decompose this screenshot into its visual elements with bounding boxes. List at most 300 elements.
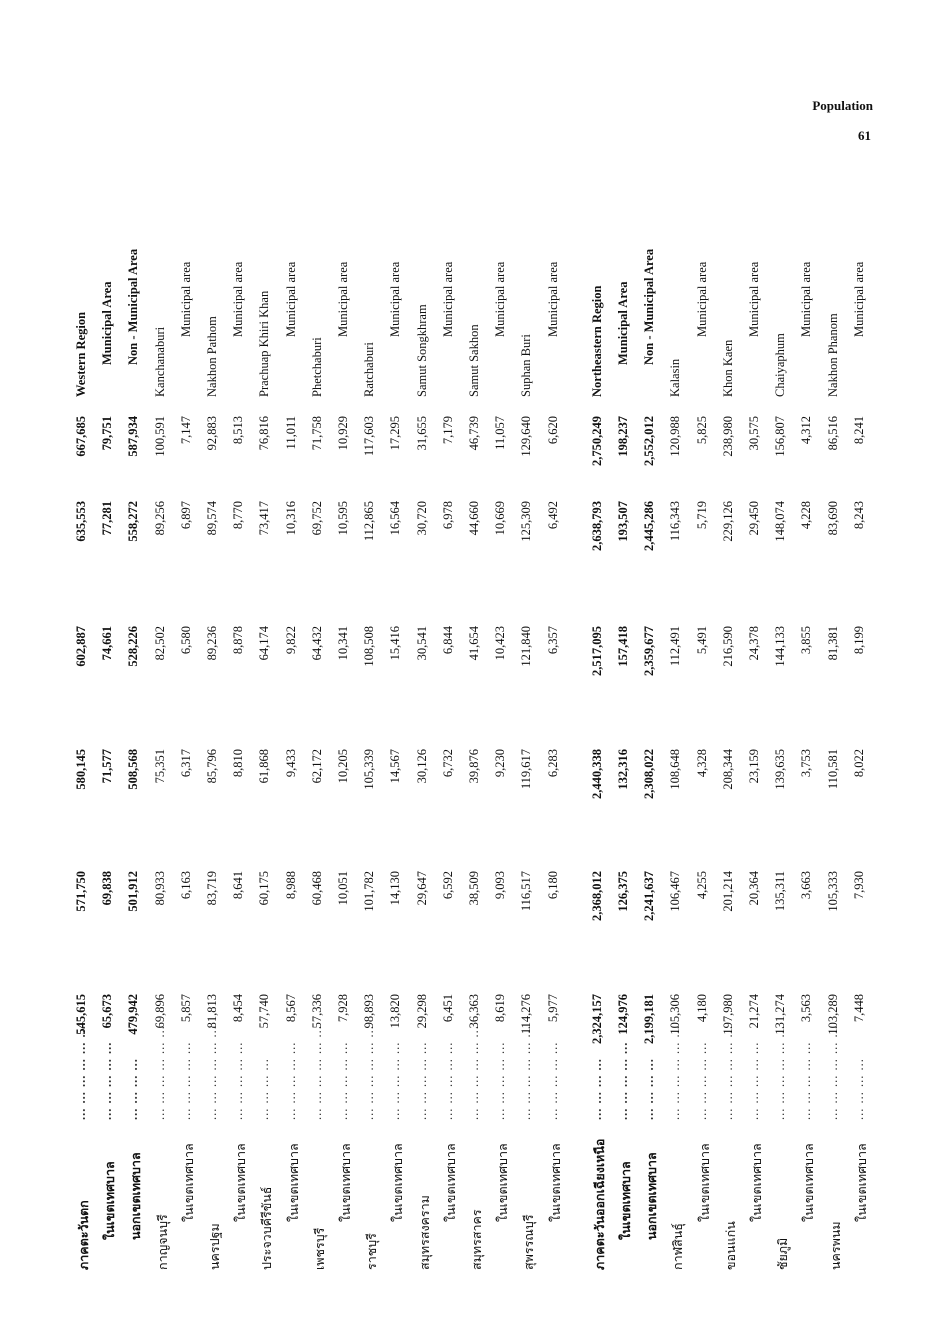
- value-cell: 89,256: [152, 501, 167, 536]
- value-cell: 216,590: [720, 626, 735, 667]
- value-cell: 7,930: [851, 871, 866, 900]
- leader-dots: ... ... ... ... ...: [100, 1041, 115, 1120]
- table-row: [519, 205, 537, 1270]
- value-cell: 7,179: [440, 416, 455, 445]
- value-cell: 14,130: [388, 871, 403, 906]
- value-cell: 92,883: [205, 416, 219, 451]
- value-cell: 198,237: [616, 416, 630, 457]
- value-cell: 14,567: [388, 749, 403, 784]
- thai-label: สมุทรสาคร: [470, 1209, 484, 1270]
- value-cell: 6,180: [545, 871, 560, 900]
- value-cell: 10,669: [493, 501, 508, 536]
- value-cell: 5,491: [694, 626, 709, 655]
- value-cell: 6,732: [440, 749, 455, 778]
- value-cell: 197,980: [720, 994, 735, 1035]
- value-cell: 10,205: [336, 749, 350, 784]
- value-cell: 100,591: [152, 416, 167, 457]
- value-cell: 2,324,157: [589, 994, 604, 1044]
- value-cell: 116,343: [668, 501, 683, 542]
- table-row: [74, 205, 92, 1270]
- value-cell: 6,357: [545, 626, 560, 655]
- value-cell: 501,912: [126, 871, 141, 912]
- value-cell: 108,508: [362, 626, 377, 667]
- value-cell: 31,655: [414, 416, 429, 451]
- english-label: Municipal area: [694, 261, 709, 337]
- value-cell: 6,492: [545, 501, 560, 530]
- english-label: Municipal area: [440, 261, 455, 337]
- value-cell: 57,336: [309, 994, 324, 1029]
- thai-label: ในเขตเทศบาล: [697, 1143, 712, 1222]
- value-cell: 20,364: [747, 871, 761, 906]
- value-cell: 6,317: [178, 749, 193, 778]
- value-cell: 6,163: [178, 871, 193, 900]
- value-cell: 580,145: [74, 749, 88, 790]
- value-cell: 3,753: [799, 749, 814, 778]
- table-row: [231, 205, 249, 1270]
- population-table: [60, 205, 872, 1270]
- table-row: [546, 205, 564, 1270]
- value-cell: 36,363: [467, 994, 481, 1029]
- value-cell: 13,820: [388, 994, 403, 1029]
- value-cell: 10,423: [493, 626, 508, 661]
- value-cell: 30,720: [414, 501, 429, 536]
- value-cell: 8,513: [231, 416, 246, 445]
- value-cell: 157,418: [616, 626, 630, 667]
- english-label: Municipal area: [231, 261, 246, 337]
- value-cell: 545,615: [74, 994, 88, 1035]
- table-row: [205, 205, 223, 1270]
- value-cell: 132,316: [616, 749, 630, 790]
- value-cell: 5,825: [694, 416, 709, 445]
- value-cell: 103,289: [825, 994, 840, 1035]
- table-row: [284, 205, 302, 1270]
- english-label: Municipal Area: [100, 281, 115, 365]
- value-cell: 64,174: [257, 626, 272, 661]
- english-label: Municipal area: [336, 261, 350, 337]
- leader-dots: ... ... ... ...: [642, 1058, 657, 1120]
- table-row: [721, 205, 739, 1270]
- leader-dots: ... ... ... ... ...: [336, 1041, 350, 1120]
- value-cell: 116,517: [519, 871, 534, 912]
- value-cell: 7,147: [178, 416, 193, 445]
- table-row: [642, 205, 660, 1270]
- table-row: [826, 205, 844, 1270]
- value-cell: 89,236: [205, 626, 219, 661]
- value-cell: 98,893: [362, 994, 377, 1029]
- value-cell: 41,654: [467, 626, 481, 661]
- value-cell: 64,432: [309, 626, 324, 661]
- value-cell: 6,978: [440, 501, 455, 530]
- value-cell: 129,640: [519, 416, 534, 457]
- value-cell: 587,934: [126, 416, 141, 457]
- value-cell: 75,351: [152, 749, 167, 784]
- value-cell: 2,638,793: [589, 501, 604, 551]
- value-cell: 8,243: [851, 501, 866, 530]
- value-cell: 9,093: [493, 871, 508, 900]
- english-label: Samut Songkhram: [414, 304, 429, 397]
- value-cell: 8,241: [851, 416, 866, 445]
- value-cell: 528,226: [126, 626, 141, 667]
- value-cell: 24,378: [747, 626, 761, 661]
- value-cell: 105,333: [825, 871, 840, 912]
- value-cell: 156,807: [773, 416, 788, 457]
- table-row: [126, 205, 144, 1270]
- value-cell: 112,865: [362, 501, 377, 542]
- page-number: 61: [858, 128, 871, 143]
- thai-label: ราชบุรี: [365, 1233, 380, 1270]
- thai-label: ในเขตเทศบาล: [548, 1143, 563, 1222]
- value-cell: 6,844: [440, 626, 455, 655]
- value-cell: 5,719: [694, 501, 709, 530]
- value-cell: 2,552,012: [642, 416, 657, 466]
- value-cell: 201,214: [720, 871, 735, 912]
- leader-dots: ... ... ... ... ...: [388, 1041, 403, 1120]
- leader-dots: ... ... ... ... ...: [747, 1041, 761, 1120]
- value-cell: 131,274: [773, 994, 788, 1035]
- english-label: Phetchaburi: [309, 337, 324, 397]
- value-cell: 17,295: [388, 416, 403, 451]
- table-row: [668, 205, 686, 1270]
- english-label: Nakhon Phanom: [825, 313, 840, 397]
- leader-dots: ... ... ... ... ...: [616, 1041, 630, 1120]
- english-label: Northeastern Region: [589, 285, 604, 397]
- value-cell: 62,172: [309, 749, 324, 784]
- value-cell: 4,255: [694, 871, 709, 900]
- table-row: [153, 205, 171, 1270]
- value-cell: 29,298: [414, 994, 429, 1029]
- value-cell: 229,126: [720, 501, 735, 542]
- value-cell: 112,491: [668, 626, 683, 667]
- value-cell: 73,417: [257, 501, 272, 536]
- value-cell: 571,750: [74, 871, 88, 912]
- thai-label: ในเขตเทศบาล: [443, 1143, 458, 1222]
- thai-label: ในเขตเทศบาล: [802, 1143, 817, 1222]
- english-label: Municipal area: [178, 261, 193, 337]
- english-label: Municipal area: [747, 261, 761, 337]
- leader-dots: ... ... ... ... ...: [799, 1041, 814, 1120]
- table-row: [493, 205, 511, 1270]
- value-cell: 69,752: [309, 501, 324, 536]
- value-cell: 85,796: [205, 749, 219, 784]
- english-label: Municipal area: [283, 261, 298, 337]
- table-row: [799, 205, 817, 1270]
- table-row: [336, 205, 354, 1270]
- table-row: [747, 205, 765, 1270]
- value-cell: 208,344: [720, 749, 735, 790]
- value-cell: 120,988: [668, 416, 683, 457]
- thai-label: นอกเขตเทศบาล: [645, 1152, 660, 1240]
- thai-label: ในเขตเทศบาล: [854, 1143, 869, 1222]
- value-cell: 8,454: [231, 994, 246, 1023]
- value-cell: 3,855: [799, 626, 814, 655]
- value-cell: 119,617: [519, 749, 534, 790]
- leader-dots: ... ... ... ...: [589, 1058, 604, 1120]
- value-cell: 2,517,095: [589, 626, 604, 676]
- value-cell: 6,897: [178, 501, 193, 530]
- value-cell: 7,448: [851, 994, 866, 1023]
- value-cell: 29,450: [747, 501, 761, 536]
- value-cell: 5,977: [545, 994, 560, 1023]
- value-cell: 148,074: [773, 501, 788, 542]
- leader-dots: ... ... ... ...: [126, 1058, 141, 1120]
- value-cell: 101,782: [362, 871, 377, 912]
- value-cell: 82,502: [152, 626, 167, 661]
- leader-dots: ... ... ... ...: [851, 1058, 866, 1120]
- english-label: Western Region: [74, 311, 88, 397]
- leader-dots: ... ... ... ... ... ...: [773, 1025, 788, 1120]
- thai-label: นอกเขตเทศบาล: [129, 1152, 144, 1240]
- leader-dots: ... ... ... ... ... ...: [825, 1025, 840, 1120]
- table-row: [616, 205, 634, 1270]
- english-label: Municipal area: [851, 261, 866, 337]
- leader-dots: ... ... ... ... ...: [283, 1041, 298, 1120]
- thai-label: สุพรรณบุรี: [522, 1214, 537, 1270]
- value-cell: 44,660: [467, 501, 481, 536]
- value-cell: 61,868: [257, 749, 272, 784]
- value-cell: 2,359,677: [642, 626, 657, 676]
- thai-label: เพชรบุรี: [312, 1227, 327, 1270]
- value-cell: 8,770: [231, 501, 246, 530]
- value-cell: 83,719: [205, 871, 219, 906]
- thai-label: นครพนม: [828, 1221, 843, 1270]
- leader-dots: ... ... ... ... ...: [545, 1041, 560, 1120]
- value-cell: 4,228: [799, 501, 814, 530]
- value-cell: 74,661: [100, 626, 115, 661]
- english-label: Prachuap Khiri Khan: [257, 290, 272, 397]
- thai-label: ในเขตเทศบาล: [619, 1161, 633, 1240]
- value-cell: 69,838: [100, 871, 115, 906]
- value-cell: 114,276: [519, 994, 534, 1035]
- leader-dots: ... ... ... ... ...: [440, 1041, 455, 1120]
- value-cell: 10,929: [336, 416, 350, 451]
- value-cell: 2,750,249: [589, 416, 604, 466]
- thai-label: ประจวบคีรีขันธ์: [260, 1186, 275, 1270]
- english-label: Municipal area: [545, 261, 560, 337]
- value-cell: 2,308,022: [642, 749, 657, 799]
- value-cell: 30,126: [414, 749, 429, 784]
- value-cell: 139,635: [773, 749, 788, 790]
- table-row: [441, 205, 459, 1270]
- value-cell: 21,274: [747, 994, 761, 1029]
- value-cell: 69,896: [152, 994, 167, 1029]
- value-cell: 11,011: [283, 416, 298, 450]
- value-cell: 8,619: [493, 994, 508, 1023]
- thai-label: ในเขตเทศบาล: [181, 1143, 196, 1222]
- value-cell: 30,575: [747, 416, 761, 451]
- leader-dots: ... ... ... ... ...: [493, 1041, 508, 1120]
- value-cell: 238,980: [720, 416, 735, 457]
- leader-dots: ... ... ... ... ...: [231, 1041, 246, 1120]
- value-cell: 2,241,637: [642, 871, 657, 921]
- value-cell: 508,568: [126, 749, 141, 790]
- value-cell: 105,339: [362, 749, 377, 790]
- value-cell: 76,816: [257, 416, 272, 451]
- value-cell: 106,467: [668, 871, 683, 912]
- value-cell: 124,976: [616, 994, 630, 1035]
- table-row: [590, 205, 608, 1270]
- value-cell: 11,057: [493, 416, 508, 450]
- leader-dots: ... ... ... ...: [257, 1058, 272, 1120]
- english-label: Municipal area: [799, 261, 814, 337]
- value-cell: 86,516: [825, 416, 840, 451]
- value-cell: 8,810: [231, 749, 246, 778]
- english-label: Samut Sakhon: [467, 324, 481, 397]
- table-row: [415, 205, 433, 1270]
- value-cell: 5,857: [178, 994, 193, 1023]
- value-cell: 8,022: [851, 749, 866, 778]
- table-row: [100, 205, 118, 1270]
- english-label: Khon Kaen: [720, 339, 735, 397]
- value-cell: 10,316: [283, 501, 298, 536]
- value-cell: 10,341: [336, 626, 350, 661]
- value-cell: 10,595: [336, 501, 350, 536]
- value-cell: 2,440,338: [589, 749, 604, 799]
- value-cell: 4,328: [694, 749, 709, 778]
- value-cell: 9,433: [283, 749, 298, 778]
- leader-dots: ... ... ... ... ...: [414, 1041, 429, 1120]
- table-row: [695, 205, 713, 1270]
- table-row: [362, 205, 380, 1270]
- value-cell: 8,641: [231, 871, 246, 900]
- thai-label: ภาคตะวันออกเฉียงเหนือ: [592, 1138, 607, 1270]
- value-cell: 6,451: [440, 994, 455, 1023]
- value-cell: 635,553: [74, 501, 88, 542]
- value-cell: 8,878: [231, 626, 246, 655]
- table-row: [773, 205, 791, 1270]
- value-cell: 16,564: [388, 501, 403, 536]
- english-label: Kalasin: [668, 358, 683, 397]
- value-cell: 7,928: [336, 994, 350, 1023]
- value-cell: 558,272: [126, 501, 141, 542]
- english-label: Municipal Area: [616, 281, 630, 365]
- value-cell: 4,312: [799, 416, 814, 445]
- value-cell: 6,580: [178, 626, 193, 655]
- value-cell: 77,281: [100, 501, 115, 536]
- english-label: Non - Municipal Area: [642, 248, 657, 365]
- value-cell: 60,175: [257, 871, 272, 906]
- value-cell: 6,283: [545, 749, 560, 778]
- value-cell: 126,375: [616, 871, 630, 912]
- leader-dots: ... ... ... ... ...: [178, 1041, 193, 1120]
- value-cell: 135,311: [773, 871, 788, 912]
- leader-dots: ... ... ... ... ... ...: [720, 1025, 735, 1120]
- value-cell: 79,751: [100, 416, 115, 451]
- value-cell: 9,230: [493, 749, 508, 778]
- value-cell: 6,620: [545, 416, 560, 445]
- value-cell: 110,581: [825, 749, 840, 790]
- thai-label: กาฬสินธุ์: [671, 1223, 686, 1270]
- value-cell: 117,603: [362, 416, 377, 457]
- value-cell: 15,416: [388, 626, 403, 661]
- english-label: Municipal area: [493, 261, 508, 337]
- value-cell: 8,199: [851, 626, 866, 655]
- value-cell: 125,309: [519, 501, 534, 542]
- table-row: [310, 205, 328, 1270]
- english-label: Ratchaburi: [362, 342, 377, 397]
- english-label: Municipal area: [388, 261, 403, 337]
- thai-label: ในเขตเทศบาล: [750, 1143, 764, 1222]
- table-row: [852, 205, 870, 1270]
- leader-dots: ... ... ... ... ... ...: [74, 1025, 88, 1120]
- value-cell: 602,887: [74, 626, 88, 667]
- leader-dots: ... ... ... ... ... ...: [362, 1025, 377, 1120]
- value-cell: 105,306: [668, 994, 683, 1035]
- value-cell: 3,663: [799, 871, 814, 900]
- thai-label: ภาคตะวันตก: [77, 1200, 91, 1270]
- thai-label: ในเขตเทศบาล: [496, 1143, 511, 1222]
- value-cell: 10,051: [336, 871, 350, 906]
- value-cell: 3,563: [799, 994, 814, 1023]
- value-cell: 57,740: [257, 994, 272, 1029]
- leader-dots: ... ... ... ... ... ...: [519, 1025, 534, 1120]
- english-label: Nakhon Pathom: [205, 316, 219, 397]
- table-row: [257, 205, 275, 1270]
- value-cell: 39,876: [467, 749, 481, 784]
- thai-label: นครปฐม: [208, 1223, 222, 1270]
- value-cell: 83,690: [825, 501, 840, 536]
- value-cell: 4,180: [694, 994, 709, 1023]
- value-cell: 121,840: [519, 626, 534, 667]
- thai-label: ในเขตเทศบาล: [339, 1143, 353, 1222]
- thai-label: ขอนแก่น: [723, 1221, 738, 1270]
- thai-label: สมุทรสงคราม: [417, 1195, 432, 1270]
- leader-dots: ... ... ... ... ... ...: [152, 1025, 167, 1120]
- value-cell: 81,381: [825, 626, 840, 661]
- thai-label: ในเขตเทศบาล: [234, 1143, 249, 1222]
- value-cell: 2,368,012: [589, 871, 604, 921]
- value-cell: 89,574: [205, 501, 219, 536]
- table-row: [179, 205, 197, 1270]
- english-label: Kanchanaburi: [152, 326, 167, 397]
- value-cell: 8,567: [283, 994, 298, 1023]
- value-cell: 193,507: [616, 501, 630, 542]
- leader-dots: ... ... ... ... ...: [694, 1041, 709, 1120]
- table-row: [388, 205, 406, 1270]
- value-cell: 71,577: [100, 749, 115, 784]
- leader-dots: ... ... ... ... ... ...: [467, 1025, 481, 1120]
- value-cell: 144,133: [773, 626, 788, 667]
- english-label: Chaiyaphum: [773, 333, 788, 397]
- thai-label: ชัยภูมิ: [776, 1237, 791, 1270]
- value-cell: 23,159: [747, 749, 761, 784]
- value-cell: 65,673: [100, 994, 115, 1029]
- thai-label: ในเขตเทศบาล: [286, 1143, 301, 1222]
- value-cell: 81,813: [205, 994, 219, 1029]
- value-cell: 29,647: [414, 871, 429, 906]
- value-cell: 46,739: [467, 416, 481, 451]
- english-label: Non - Municipal Area: [126, 248, 141, 365]
- leader-dots: ... ... ... ... ... ...: [668, 1025, 683, 1120]
- table-row: [467, 205, 485, 1270]
- page-title: Population: [812, 98, 873, 113]
- thai-label: ในเขตเทศบาล: [391, 1143, 406, 1222]
- value-cell: 6,592: [440, 871, 455, 900]
- value-cell: 8,988: [283, 871, 298, 900]
- leader-dots: ... ... ... ... ... ...: [205, 1025, 219, 1120]
- leader-dots: ... ... ... ... ... ...: [309, 1025, 324, 1120]
- english-label: Suphan Buri: [519, 334, 534, 397]
- thai-label: กาญจนบุรี: [155, 1214, 170, 1270]
- value-cell: 2,199,181: [642, 994, 657, 1044]
- value-cell: 479,942: [126, 994, 141, 1035]
- value-cell: 38,509: [467, 871, 481, 906]
- thai-label: ในเขตเทศบาล: [103, 1161, 118, 1240]
- value-cell: 2,445,286: [642, 501, 657, 551]
- value-cell: 60,468: [309, 871, 324, 906]
- value-cell: 667,685: [74, 416, 88, 457]
- value-cell: 30,541: [414, 626, 429, 661]
- value-cell: 80,933: [152, 871, 167, 906]
